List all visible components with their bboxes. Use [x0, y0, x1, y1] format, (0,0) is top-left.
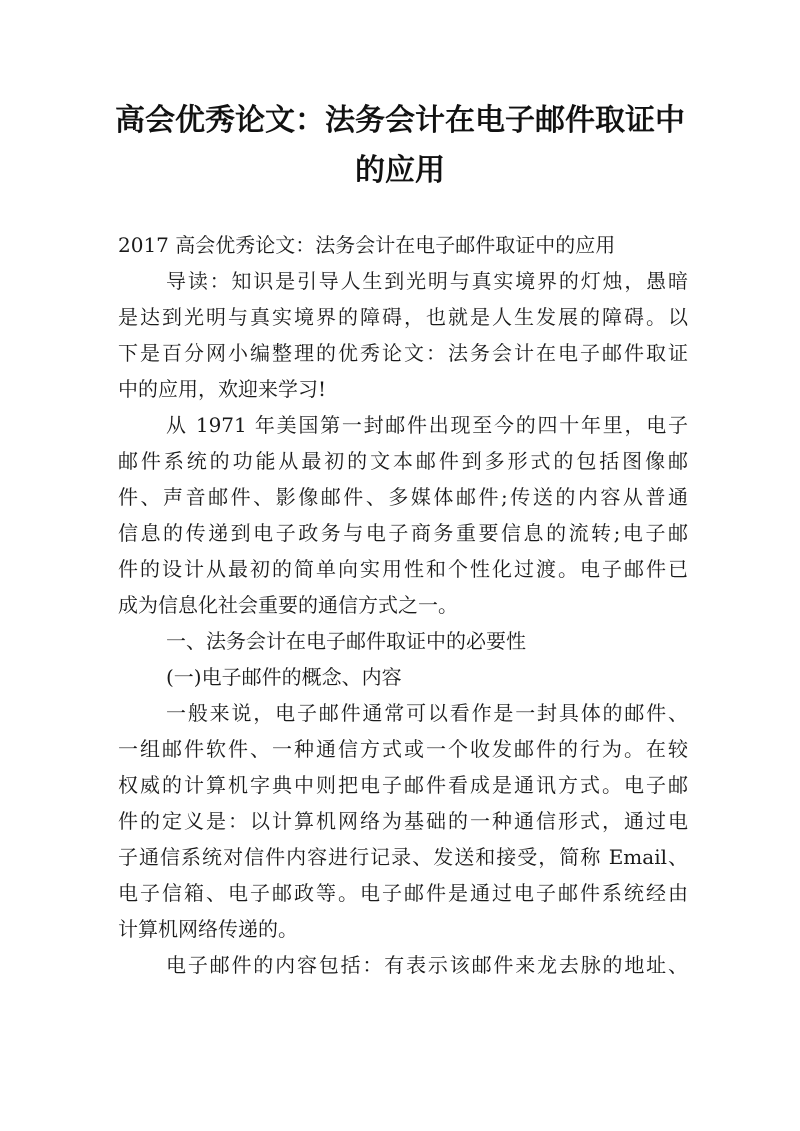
- text-line: 电子邮件的内容包括：有表示该邮件来龙去脉的地址、: [166, 953, 688, 977]
- text-line: 权威的计算机字典中则把电子邮件看成是通讯方式。电子邮: [118, 773, 688, 797]
- text-line: 电子信箱、电子邮政等。电子邮件是通过电子邮件系统经由: [118, 881, 688, 905]
- paragraph: [118, 263, 688, 407]
- document-title: [110, 96, 690, 196]
- text-line: 一组邮件软件、一种通信方式或一个收发邮件的行为。在较: [118, 737, 688, 761]
- text-line: 一、法务会计在电子邮件取证中的必要性: [166, 629, 526, 653]
- text-line: 下是百分网小编整理的优秀论文：法务会计在电子邮件取证: [118, 341, 688, 365]
- text-line: 计算机网络传递的。: [118, 917, 298, 941]
- text-line: 信息的传递到电子政务与电子商务重要信息的流转;电子邮: [118, 521, 688, 545]
- text-line: 是达到光明与真实境界的障碍，也就是人生发展的障碍。以: [118, 305, 688, 329]
- title-line: 的应用: [355, 153, 445, 188]
- paragraph: [118, 947, 688, 983]
- paragraph: [118, 695, 688, 947]
- text-line: (一)电子邮件的概念、内容: [166, 665, 402, 689]
- paragraph: [118, 407, 688, 623]
- text-line: 中的应用，欢迎来学习!: [118, 377, 327, 401]
- text-line: 一般来说，电子邮件通常可以看作是一封具体的邮件、: [166, 701, 688, 725]
- paragraph: [118, 227, 688, 263]
- section-heading: [118, 623, 688, 659]
- text-line: 成为信息化社会重要的通信方式之一。: [118, 593, 458, 617]
- text-line: 从 1971 年美国第一封邮件出现至今的四十年里，电子: [166, 413, 688, 437]
- title-line: 高会优秀论文：法务会计在电子邮件取证中: [115, 103, 685, 138]
- text-line: 导读：知识是引导人生到光明与真实境界的灯烛，愚暗: [166, 269, 688, 293]
- text-line: 邮件系统的功能从最初的文本邮件到多形式的包括图像邮: [118, 449, 688, 473]
- text-line: 件的定义是：以计算机网络为基础的一种通信形式，通过电: [118, 809, 688, 833]
- text-line: 件、声音邮件、影像邮件、多媒体邮件;传送的内容从普通: [118, 485, 688, 509]
- text-line: 件的设计从最初的简单向实用性和个性化过渡。电子邮件已: [118, 557, 688, 581]
- text-line: 2017 高会优秀论文：法务会计在电子邮件取证中的应用: [118, 233, 616, 257]
- subsection-heading: [118, 659, 688, 695]
- text-line: 子通信系统对信件内容进行记录、发送和接受，简称 Email、: [118, 845, 688, 869]
- document-body: [118, 227, 688, 983]
